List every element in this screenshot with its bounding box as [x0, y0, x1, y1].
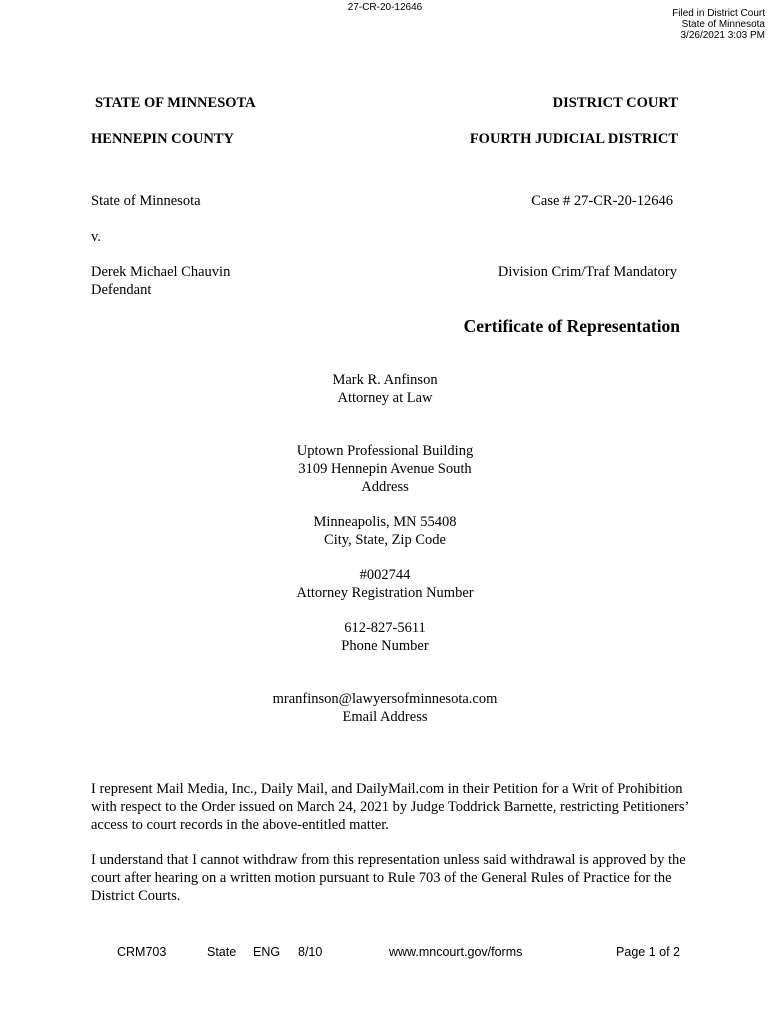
top-case-number: 27-CR-20-12646 [347, 2, 423, 13]
footer-page-number: Page 1 of 2 [616, 945, 680, 959]
defendant-label: Defendant [91, 282, 152, 298]
registration-number: #002744 [359, 567, 411, 583]
withdrawal-paragraph: I understand that I cannot withdraw from this representation unless said withdrawal is approved by the court after hearing on a written motion pursuant to Rule 703 of the General Rules of Practice for the District Courts. [91, 852, 686, 904]
footer-language: ENG [253, 945, 281, 959]
footer-state: State [207, 945, 237, 959]
header-county: HENNEPIN COUNTY [91, 131, 234, 147]
footer-date: 8/10 [298, 945, 323, 959]
filed-stamp-line: State of Minnesota [681, 19, 765, 30]
header-state: STATE OF MINNESOTA [95, 95, 256, 111]
city-state-zip: Minneapolis, MN 55408 [313, 514, 457, 530]
plaintiff-name: State of Minnesota [91, 193, 201, 209]
email-label: Email Address [342, 709, 428, 725]
case-number: Case # 27-CR-20-12646 [531, 193, 673, 209]
phone-label: Phone Number [341, 638, 429, 654]
filed-stamp-line: 3/26/2021 3:03 PM [680, 30, 765, 41]
attorney-info-block [0, 371, 770, 726]
division-label: Division Crim/Traf Mandatory [497, 264, 677, 280]
header-district: FOURTH JUDICIAL DISTRICT [469, 131, 678, 147]
filed-stamp [672, 8, 765, 41]
footer-form-code: CRM703 [117, 945, 167, 959]
header-court: DISTRICT COURT [552, 95, 678, 111]
defendant-name: Derek Michael Chauvin [91, 264, 231, 280]
city-label: City, State, Zip Code [324, 532, 446, 548]
email-address: mranfinson@lawyersofminnesota.com [272, 691, 498, 707]
versus-label: v. [91, 229, 101, 245]
registration-label: Attorney Registration Number [296, 585, 474, 601]
address-line: Uptown Professional Building [296, 443, 474, 459]
phone-number: 612-827-5611 [344, 620, 426, 636]
address-label: Address [361, 479, 409, 495]
footer-url: www.mncourt.gov/forms [389, 945, 523, 959]
filed-stamp-line: Filed in District Court [672, 8, 765, 19]
document-title: Certificate of Representation [463, 316, 680, 336]
attorney-title: Attorney at Law [337, 390, 433, 406]
attorney-name: Mark R. Anfinson [332, 372, 438, 388]
address-line: 3109 Hennepin Avenue South [298, 461, 472, 477]
representation-paragraph: I represent Mail Media, Inc., Daily Mail, and DailyMail.com in their Petition for a Writ of Prohibition with respect to the Order issued on March 24, 2021 by Judge Toddrick Barnette, restricting Petitioners’ access to court records in the above-entitled matter. [91, 781, 689, 833]
